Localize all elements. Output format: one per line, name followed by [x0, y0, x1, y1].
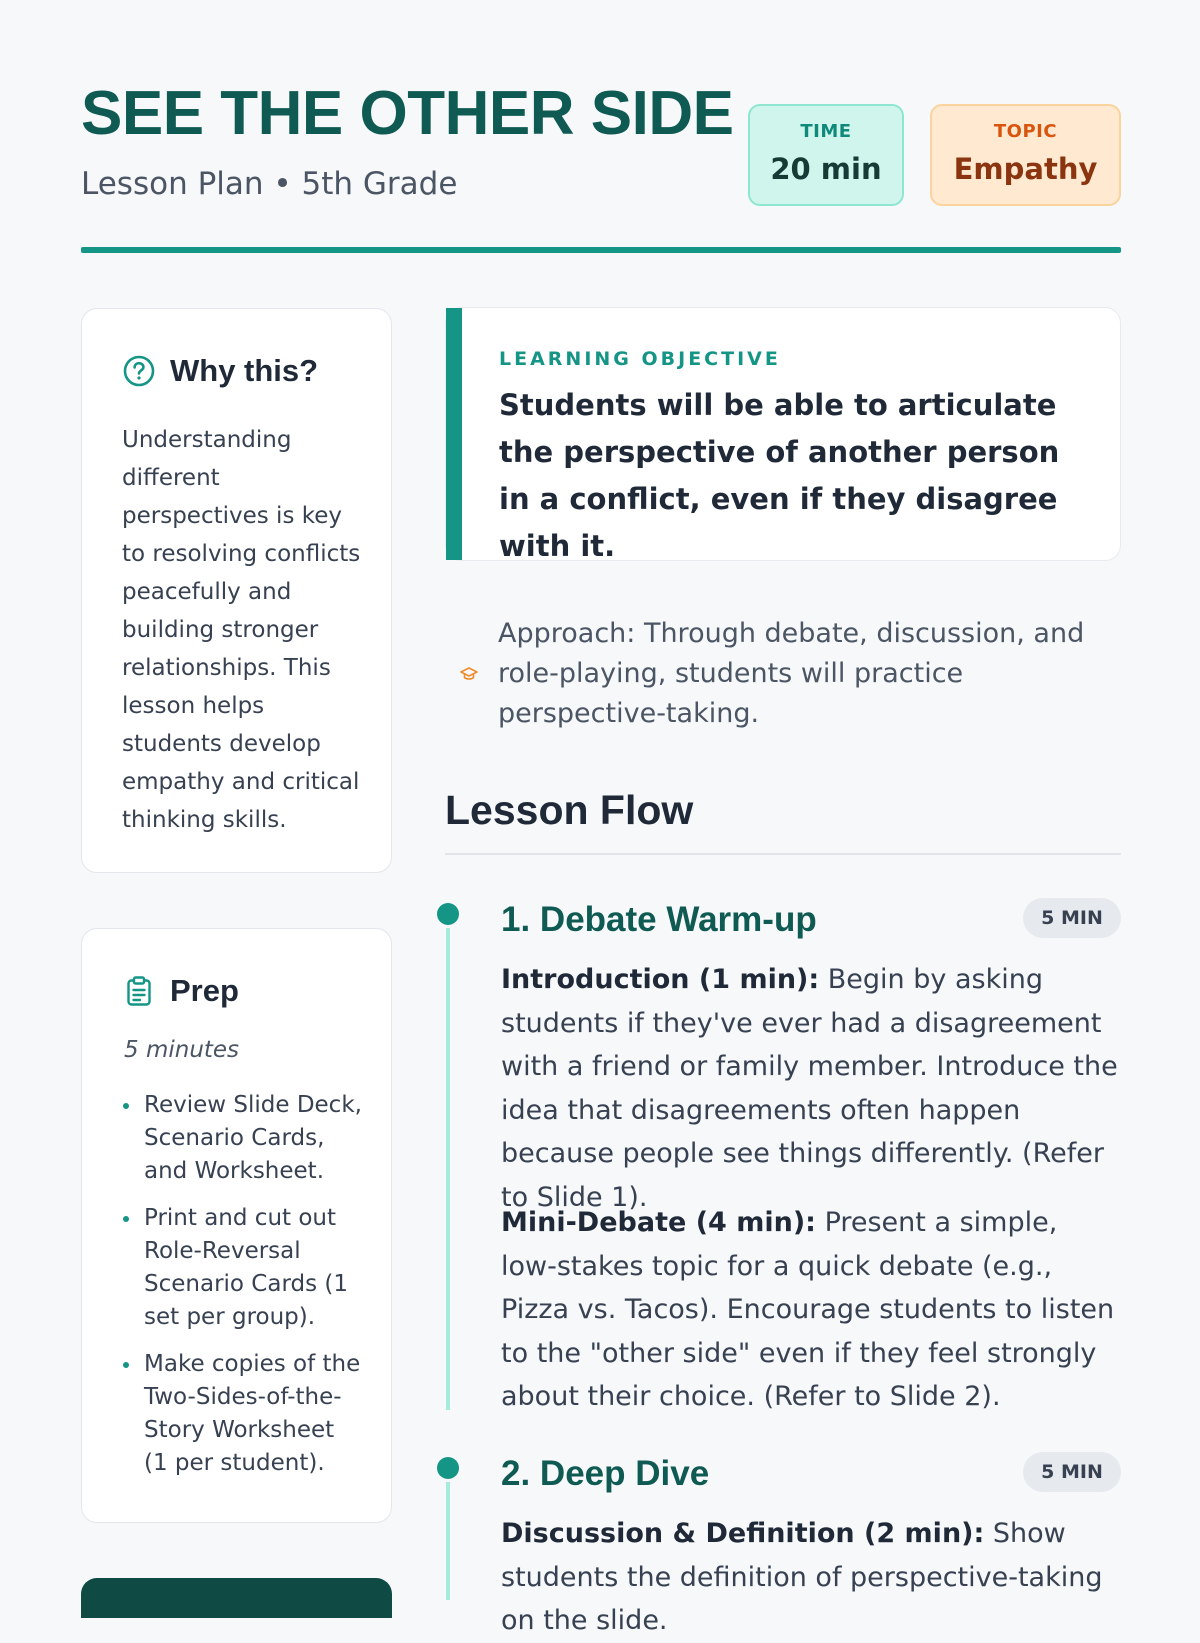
- time-badge: [748, 104, 904, 206]
- step-title: 1. Debate Warm-up: [501, 900, 817, 939]
- approach: [445, 614, 1121, 734]
- step-paragraph: [501, 958, 1121, 1219]
- time-label: TIME: [800, 121, 852, 142]
- objective-label: LEARNING OBJECTIVE: [499, 348, 781, 370]
- topic-value: Empathy: [953, 152, 1098, 186]
- clipboard-icon: [122, 974, 156, 1008]
- lesson-step-1: [501, 900, 1121, 1412]
- topic-badge: [930, 104, 1121, 206]
- list-item: Print and cut out Role-Reversal Scenario Cards (1 set per group).: [122, 1202, 362, 1334]
- paragraph-lead: Discussion & Definition (2 min):: [501, 1518, 985, 1549]
- accent-bar: [446, 308, 462, 560]
- why-card: [81, 308, 392, 873]
- topic-label: TOPIC: [993, 121, 1058, 142]
- list-item: Make copies of the Two-Sides-of-the-Story Worksheet (1 per student).: [122, 1348, 362, 1480]
- header: [81, 78, 1121, 212]
- paragraph-text: Show students the definition of perspective-taking on the slide.: [501, 1518, 1103, 1636]
- graduation-cap-icon: [459, 664, 479, 684]
- paragraph-lead: Introduction (1 min):: [501, 964, 820, 995]
- step-paragraph: [501, 1512, 1121, 1643]
- page-subtitle: Lesson Plan • 5th Grade: [81, 166, 458, 202]
- prep-duration: 5 minutes: [124, 1037, 240, 1063]
- timeline-dot: [437, 903, 459, 925]
- step-duration-badge: 5 MIN: [1023, 898, 1121, 938]
- why-title: Why this?: [170, 353, 319, 388]
- why-body: Understanding different perspectives is key to resolving conflicts peacefully and building stronger relationships. This lesson helps students develop empathy and critical thinking skills.: [122, 427, 361, 833]
- help-circle-icon: [122, 354, 156, 388]
- time-value: 20 min: [770, 152, 882, 186]
- timeline-dot: [437, 1457, 459, 1479]
- prep-card: [81, 928, 392, 1523]
- approach-text: Approach: Through debate, discussion, and role-playing, students will practice perspective-taking.: [498, 618, 1085, 729]
- timeline-line: [446, 1482, 450, 1600]
- lesson-flow-divider: [445, 853, 1121, 855]
- paragraph-text: Begin by asking students if they've ever had a disagreement with a friend or family member. Introduce the idea that disagreements often happen because people see things differently. (Refer to Slide 1).: [501, 964, 1118, 1213]
- materials-card: [81, 1578, 392, 1618]
- paragraph-text: Present a simple, low-stakes topic for a quick debate (e.g., Pizza vs. Tacos). Encourage students to listen to the "other side" even if they feel strongly about their choice. (Refer to Slide 2).: [501, 1207, 1115, 1412]
- step-paragraph: [501, 1201, 1121, 1419]
- page-title: SEE THE OTHER SIDE: [81, 79, 734, 148]
- prep-list: [122, 1089, 362, 1494]
- objective-text: Students will be able to articulate the perspective of another person in a conflict, even if they disagree with it.: [499, 388, 1060, 563]
- lesson-flow-title: Lesson Flow: [445, 787, 694, 833]
- step-duration-badge: 5 MIN: [1023, 1452, 1121, 1492]
- timeline-line: [446, 928, 450, 1410]
- list-item: Review Slide Deck, Scenario Cards, and Worksheet.: [122, 1089, 362, 1188]
- step-title: 2. Deep Dive: [501, 1454, 710, 1493]
- prep-title: Prep: [170, 973, 239, 1008]
- paragraph-lead: Mini-Debate (4 min):: [501, 1207, 816, 1238]
- header-divider: [81, 247, 1121, 253]
- lesson-step-2: [501, 1454, 1121, 1636]
- learning-objective: [445, 307, 1121, 561]
